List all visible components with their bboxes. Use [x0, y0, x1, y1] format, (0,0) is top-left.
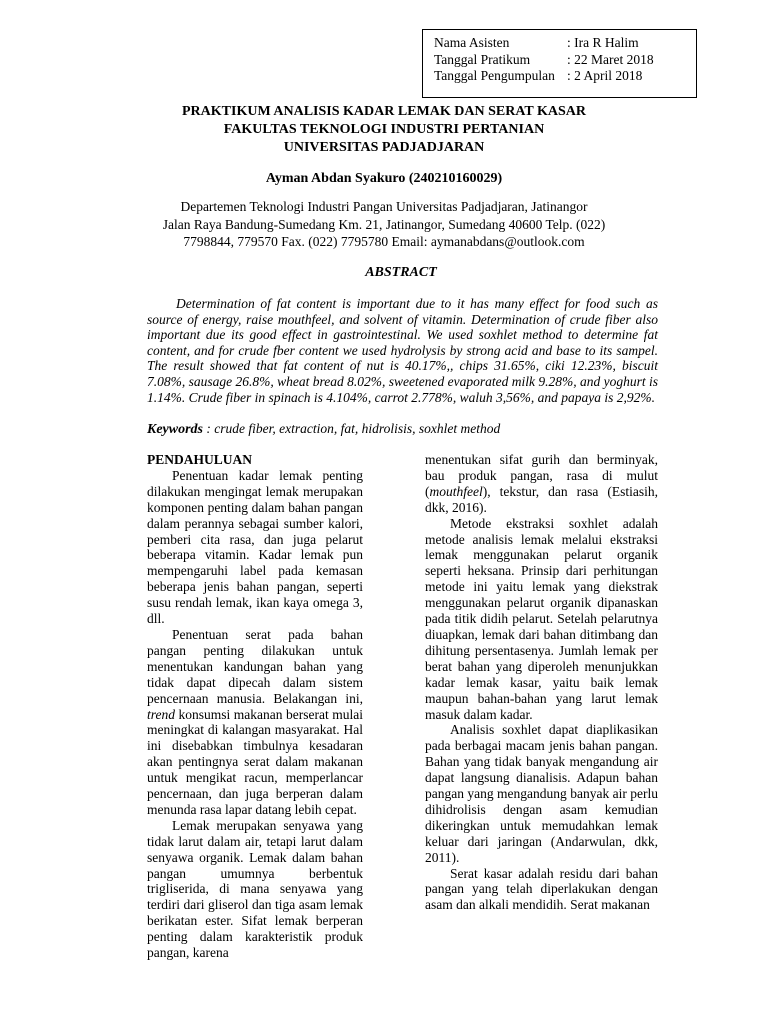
- info-row-submission-date: [434, 68, 696, 85]
- info-value: : 2 April 2018: [567, 68, 643, 83]
- paragraph: Analisis soxhlet dapat diaplikasikan pada berbagai macam jenis bahan pangan. Bahan yang tidak banyak mengandung air dapat langsung dianalisis. Adapun bahan pangan yang mengandung banyak air perlu dihidrolisis dengan asam kemudian dikeringkan untuk memudahkan lemak keluar dari jaringan (Andarwulan, dkk, 2011).: [425, 722, 658, 865]
- abstract-heading: ABSTRACT: [365, 265, 437, 280]
- left-column: [147, 452, 363, 961]
- paper-title: [0, 103, 768, 157]
- paragraph: [425, 452, 658, 516]
- text-span: ), tekstur, dan rasa (Estiasih, dkk, 2016).: [425, 483, 658, 515]
- paragraph: Penentuan kadar lemak penting dilakukan mengingat lemak merupakan komponen penting dalam bahan pangan dalam perannya sebagai sumber kalori, pemberi cita rasa, dan juga pelarut beberapa vitamin. Kadar lemak pun mempengaruhi label pada kemasan beberapa jenis bahan pangan, seperti susu rendah lemak, ikan kaya omega 3, dll.: [147, 467, 363, 627]
- affiliation-line: 7798844, 779570 Fax. (022) 7795780 Email: aymanabdans@outlook.com: [183, 234, 585, 249]
- assistant-info-box: [422, 29, 697, 98]
- paragraph: [147, 627, 363, 818]
- title-line: UNIVERSITAS PADJADJARAN: [283, 140, 485, 155]
- author-name: Ayman Abdan Syakuro (240210160029): [265, 171, 503, 186]
- paragraph: Lemak merupakan senyawa yang tidak larut dalam air, tetapi larut dalam senyawa organik. Lemak dalam bahan pangan umumnya berbentuk trigliserida, di mana senyawa yang terdiri dari gliserol dan tiga asam lemak berikatan ester. Sifat lemak berperan penting dalam karakteristik produk pangan, karena: [147, 817, 363, 961]
- right-column: [425, 452, 658, 913]
- info-row-assistant: [434, 35, 696, 52]
- text-span: konsumsi makanan berserat mulai meningkat di kalangan masyarakat. Hal ini disebabkan timbulnya kesadaran akan pentingnya serat dalam makanan untuk mengikat racun, memperlancar pencernaan, dan juga berperan dalam menunda rasa lapar datang lebih cepat.: [147, 706, 363, 817]
- title-line: FAKULTAS TEKNOLOGI INDUSTRI PERTANIAN: [223, 122, 545, 137]
- info-value: : Ira R Halim: [567, 35, 639, 50]
- paragraph: Metode ekstraksi soxhlet adalah metode analisis lemak melalui ekstraksi lemak menggunakan pelarut organik seperti heksana. Prinsip dari perhitungan metode ini yaitu lemak yang diekstrak menggunakan pelarut organik dipanaskan pada titik didih pelarut. Setelah pelarutnya diuapkan, lemak dari bahan ditimbang dan dihitung persentasenya. Jumlah lemak per berat bahan yang diperoleh menunjukkan kadar lemak kasar, yaitu baik lemak maupun bahan-bahan yang larut lemak masuk dalam kadar.: [425, 515, 658, 722]
- section-heading: PENDAHULUAN: [147, 452, 253, 467]
- affiliation: [0, 198, 768, 251]
- title-line: PRAKTIKUM ANALISIS KADAR LEMAK DAN SERAT KASAR: [182, 104, 586, 119]
- info-row-practicum-date: [434, 52, 696, 69]
- affiliation-line: Jalan Raya Bandung-Sumedang Km. 21, Jatinangor, Sumedang 40600 Telp. (022): [162, 216, 606, 232]
- italic-term: trend: [147, 706, 175, 722]
- info-label: Nama Asisten: [434, 35, 510, 50]
- info-label: Tanggal Pratikum: [434, 51, 531, 67]
- italic-term: mouthfeel: [429, 483, 483, 499]
- keywords-line: [147, 421, 667, 438]
- paragraph: Serat kasar adalah residu dari bahan pangan yang telah diperlakukan dengan asam dan alkali mendidih. Serat makanan: [425, 865, 658, 913]
- info-label: Tanggal Pengumpulan: [434, 68, 555, 83]
- keywords-label: Keywords: [147, 422, 203, 437]
- text-span: Penentuan serat pada bahan pangan penting dilakukan untuk menentukan kandungan bahan yang tidak dapat dipecah dalam sistem pencernaan manusia. Belakangan ini,: [147, 626, 363, 706]
- keywords-list: : crude fiber, extraction, fat, hidrolisis, soxhlet method: [203, 421, 501, 436]
- info-value: : 22 Maret 2018: [567, 51, 654, 67]
- text-span: menentukan sifat gurih dan berminyak, bau produk pangan, rasa di mulut (: [425, 452, 658, 499]
- abstract-text: Determination of fat content is important due to it has many effect for food such as source of energy, raise mouthfeel, and solvent of vitamin. Determination of crude fiber also important due its good effect in gastrointestinal. We used soxhlet method to determine fat content, and for crude fber content we used hydrolysis by strong acid and base to its sampel. The result showed that fat content of nut is 40.17%,, chips 31.65%, ciki 12.23%, biscuit 7.08%, sausage 26.8%, wheat bread 8.02%, sweetened evaporated milk 9.28%, and yoghurt is 1.14%. Crude fiber in spinach is 4.104%, carrot 2.778%, waluh 3,56%, and papaya is 2,92%.: [147, 296, 658, 405]
- affiliation-line: Departemen Teknologi Industri Pangan Universitas Padjadjaran, Jatinangor: [180, 199, 588, 214]
